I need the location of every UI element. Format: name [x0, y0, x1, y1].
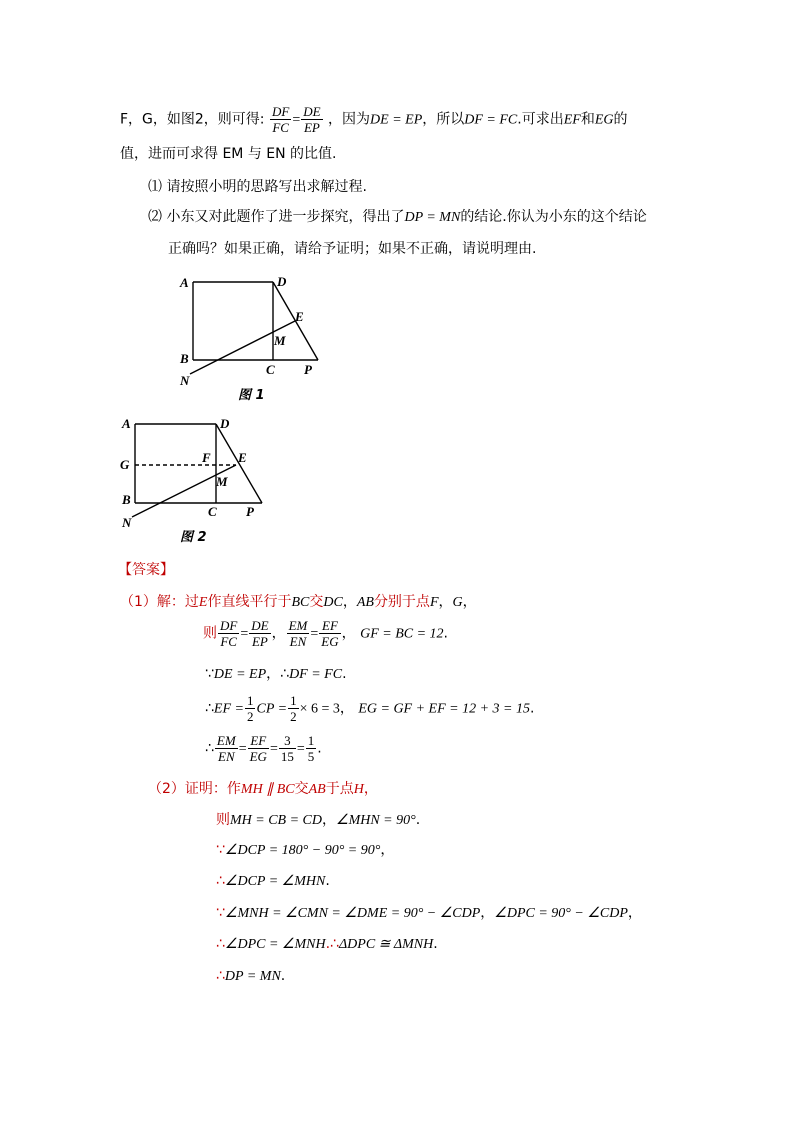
question-2: ⑵ 小东又对此题作了进一步探究，得出了DP = MN的结论.你认为小东的这个结论 [148, 209, 647, 225]
intro-text: F，G，如图2，则可得: [120, 111, 265, 128]
fig2-label-e: E [238, 450, 247, 465]
fraction-de-ep: $\frac{DE}{EP}$ [303, 104, 321, 135]
proof-line-3: ∴∠DCP = ∠MHN. [216, 873, 330, 889]
fig1-label-n: N [180, 373, 190, 388]
answer-row-1: 则 $\frac{DF}{FC}$ = $\frac{DE}{EP}$ ， $\frac{EM}{EN}$ = $\frac{EF}{EG}$ ， GF = BC = 12. [203, 618, 448, 649]
fig2-label-b: B [122, 492, 131, 507]
answer-step-2: （2）证明：作MH ∥ BC交AB于点H， [148, 781, 378, 797]
fig2-label-d: D [220, 416, 230, 431]
proof-line-6: ∴DP = MN. [216, 968, 286, 984]
fig1-label-e: E [295, 309, 304, 324]
fig2-label-g: G [120, 457, 130, 472]
figure-1 [170, 268, 330, 408]
answer-step-1: （1）解：过E作直线平行于BC交DC，AB分别于点F，G， [120, 594, 477, 610]
answer-row-4: ∴ $\frac{EM}{EN}$ = $\frac{EF}{EG}$ = $\frac{3}{15}$ = $\frac{1}{5}$ . [205, 733, 322, 764]
fig2-label-n: N [122, 515, 132, 530]
intro-line-1: F，G，如图2，则可得: $\frac{DF}{FC}$ = $\frac{DE}{EP}$ ，因为DE = EP，所以DF = FC.可求出EF和EG的 [120, 104, 628, 135]
fig2-label-f: F [202, 450, 211, 465]
fig2-label-c: C [208, 504, 217, 519]
fig1-caption: 图 1 [238, 388, 265, 403]
fig1-label-m: M [274, 333, 286, 348]
fig2-label-a: A [122, 416, 131, 431]
question-2-cont: 正确吗？如果正确，请给予证明；如果不正确，请说明理由. [168, 241, 537, 257]
fig1-label-b: B [180, 351, 189, 366]
answer-row-2: ∵DE = EP，∴DF = FC. [205, 666, 347, 682]
fig1-label-d: D [277, 274, 287, 289]
proof-line-1: 则MH = CB = CD，∠MHN = 90°. [216, 812, 421, 828]
fraction-df-fc: $\frac{DF}{FC}$ [271, 104, 290, 135]
fig1-label-a: A [180, 275, 189, 290]
proof-line-2: ∵∠DCP = 180° − 90° = 90°， [216, 842, 395, 858]
fig2-label-m: M [216, 474, 228, 489]
answer-heading: 【答案】 [118, 562, 174, 578]
fig2-caption: 图 2 [180, 530, 207, 545]
proof-line-4: ∵∠MNH = ∠CMN = ∠DME = 90° − ∠CDP，∠DPC = 90° − ∠CDP， [216, 905, 642, 921]
question-1: ⑴ 请按照小明的思路写出求解过程. [148, 179, 367, 195]
figure-2 [112, 410, 272, 550]
intro-line-2: 值，进而可求得 EM 与 EN 的比值. [120, 146, 337, 162]
answer-row-3: ∴EF = $\frac{1}{2}$ CP = $\frac{1}{2}$ × 6 = 3， EG = GF + EF = 12 + 3 = 15. [205, 693, 535, 724]
proof-line-5: ∴∠DPC = ∠MNH.∴ΔDPC ≅ ΔMNH. [216, 936, 438, 952]
fig2-label-p: P [246, 504, 254, 519]
fig1-label-c: C [266, 362, 275, 377]
fig1-label-p: P [304, 362, 312, 377]
